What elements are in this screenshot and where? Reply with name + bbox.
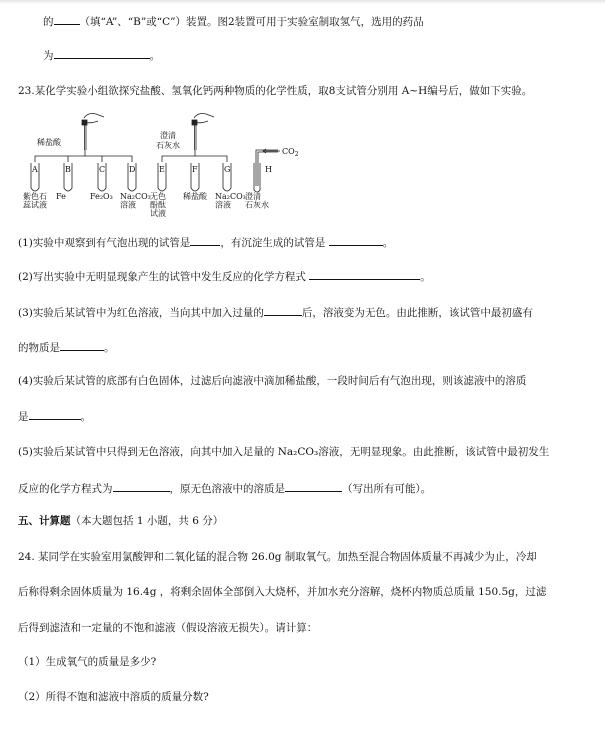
tube-letter: D <box>129 165 136 174</box>
answer-blank[interactable] <box>190 234 220 246</box>
tube-letter: A <box>32 165 38 174</box>
dropper2-label: 澄清 <box>160 131 176 140</box>
tube-label: Na₂CO₃ <box>120 192 151 201</box>
q23-part1 <box>18 234 393 250</box>
q24-sub2: （2）所得不饱和滤液中溶质的质量分数? <box>18 691 209 703</box>
dropper-icon <box>192 114 214 151</box>
q23-stem: 23.某化学实验小组欲探究盐酸、氢氧化钙两种物质的化学性质，取8支试管分别用 A~H编号后，做如下实验。 <box>18 85 533 97</box>
text: 。 <box>149 50 160 62</box>
answer-blank[interactable] <box>329 234 383 246</box>
tube-label: Fe₂O₃ <box>90 192 113 201</box>
answer-blank[interactable] <box>113 480 170 492</box>
dropper1-label: 稀盐酸 <box>37 138 61 147</box>
q24-line2: 后称得剩余固体质量为 16.4g ，将剩余固体全部倒入大烧杯，并加水充分溶解，烧杯内物质总质量 150.5g，过滤 <box>18 586 547 598</box>
tube-label: Fe <box>56 192 66 201</box>
tube-letter: B <box>65 165 71 174</box>
tube-label: 溶液 <box>215 200 231 210</box>
q23-part2 <box>18 268 431 284</box>
text: ，有沉淀生成的试管是 <box>220 237 329 249</box>
text: ，原无色溶液中的溶质是 <box>169 483 285 495</box>
bracket-line <box>162 150 227 162</box>
answer-blank[interactable] <box>264 304 302 316</box>
tube-label: 稀盐酸 <box>183 192 207 201</box>
text: 为 <box>43 50 54 62</box>
tube-label: 澄清 <box>245 192 261 201</box>
tube-letter: H <box>265 165 272 174</box>
q23-part3 <box>18 304 533 320</box>
tube-letter: G <box>224 165 231 174</box>
text: 。 <box>80 411 91 423</box>
text: 。 <box>104 342 115 354</box>
q24-sub1: （1）生成氧气的质量是多少? <box>18 656 157 668</box>
text: 。 <box>420 271 431 283</box>
text: （写出所有可能）。 <box>342 483 432 495</box>
tube-label: 石灰水 <box>245 200 269 210</box>
tube-label: 溶液 <box>120 200 136 210</box>
tube-label: 蕊试液 <box>23 200 47 210</box>
text: 后，溶液变为无色。由此推断，该试管中最初盛有 <box>301 307 533 319</box>
answer-blank[interactable] <box>285 480 342 492</box>
tube-letter: F <box>192 165 198 174</box>
q24-line3: 后得到滤渣和一定量的不饱和滤液（假设溶液无损失）。请计算： <box>18 622 318 634</box>
tube-label: 酚酞 <box>150 200 166 210</box>
tube-label: 无色 <box>150 192 166 201</box>
tube-letter: C <box>99 165 106 174</box>
text: (3)实验后某试管中为红色溶液，当向其中加入过量的 <box>18 307 264 319</box>
tube-label: 试液 <box>150 209 166 218</box>
text: 的 <box>43 16 54 28</box>
dropper2-label: 石灰水 <box>156 141 180 150</box>
answer-blank[interactable] <box>60 339 104 351</box>
q23-part3-cont <box>18 339 115 355</box>
answer-blank[interactable] <box>309 268 420 280</box>
text: (1)实验中观察到有气泡出现的试管是 <box>18 237 191 249</box>
text: 反应的化学方程式为 <box>18 483 113 495</box>
co2-label: $CO_2$ <box>282 147 299 158</box>
q23-part5: (5)实验后某试管中只得到无色溶液，向其中加入足量的 Na₂CO₃溶液，无明显现象。由此推断，该试管中最初发生 <box>18 446 550 458</box>
section-heading <box>18 514 223 528</box>
text: (2)写出实验中无明显现象产生的试管中发生反应的化学方程式 <box>18 271 310 283</box>
tube-label: 紫色石 <box>23 192 47 201</box>
q23-part4: (4)实验后某试管的底部有白色固体，过滤后向滤液中滴加稀盐酸，一段时间后有气泡出现，则该滤液中的溶质 <box>18 375 527 387</box>
bracket-line <box>35 150 132 162</box>
section-title: 五、计算题 <box>18 515 71 527</box>
section-note: （本大题包括 1 小题，共 6 分） <box>70 515 224 527</box>
dropper-icon <box>82 114 104 151</box>
answer-blank[interactable] <box>29 408 81 420</box>
text: 是 <box>18 411 29 423</box>
text: 的物质是 <box>18 342 60 354</box>
experiment-diagram <box>0 0 605 230</box>
tube-letter: E <box>159 165 165 174</box>
q23-part5-cont <box>18 480 431 496</box>
q24-line1: 24. 某同学在实验室用氯酸钾和二氧化锰的混合物 26.0g 制取氧气。加热至混合物固体质量不再减少为止，冷却 <box>18 551 537 563</box>
q23-part4-cont <box>18 408 91 424</box>
tube-label: Na₂CO₃ <box>215 192 246 201</box>
text: （填“A”、“B”或“C”）装置。图2装置可用于实验室制取氢气，选用的药品 <box>79 16 424 28</box>
text: 。 <box>382 237 394 249</box>
